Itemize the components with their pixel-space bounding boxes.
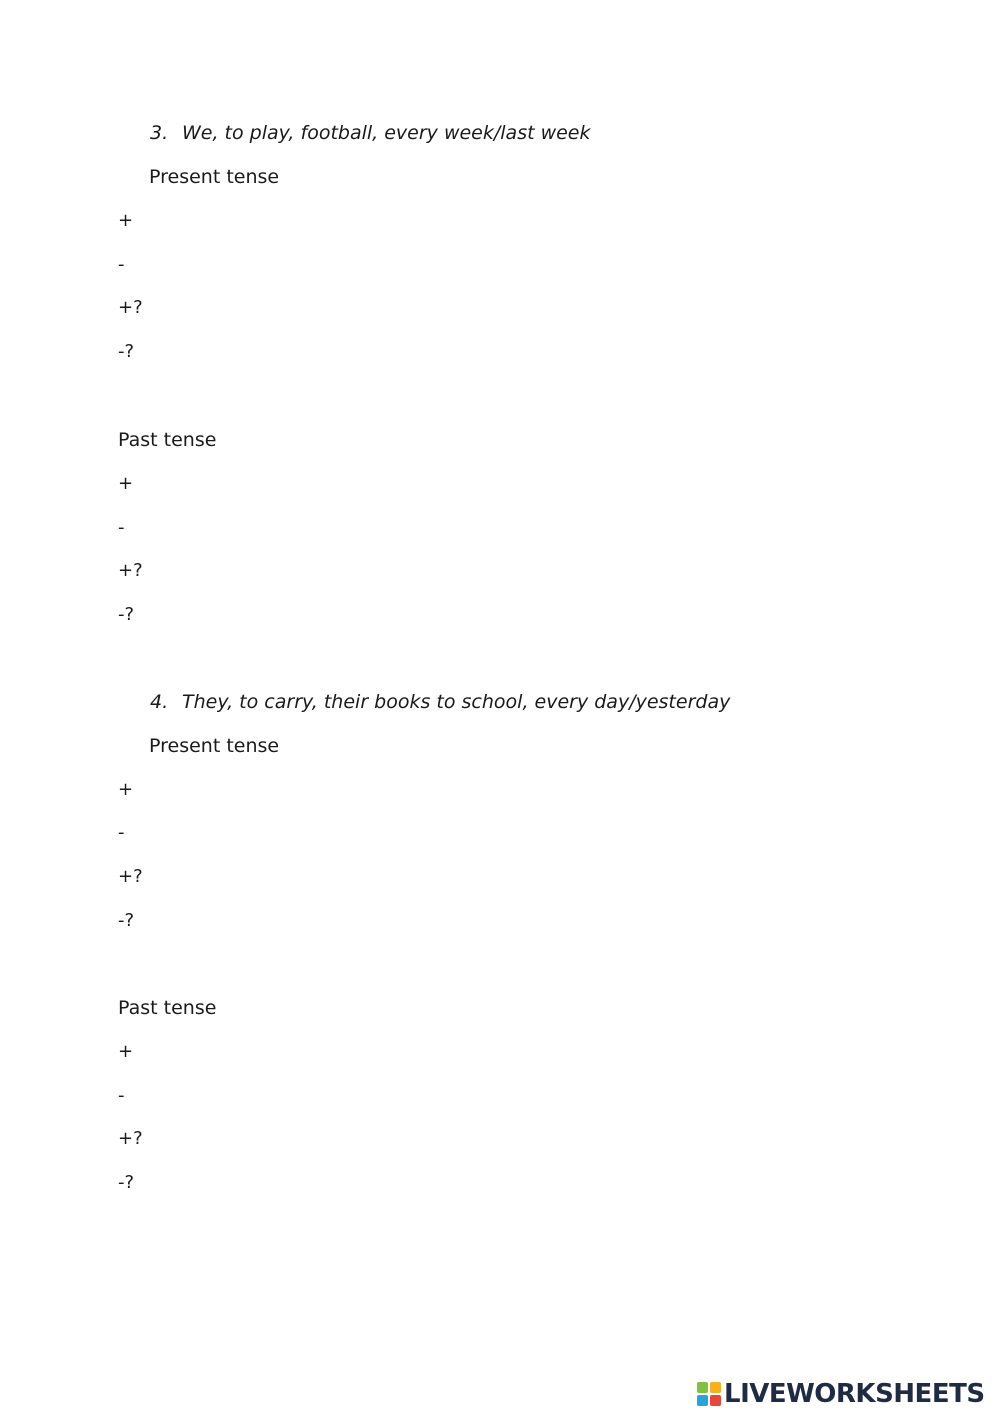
exercise-4-title	[150, 690, 730, 714]
exercise-4-present-negative-question: -?	[118, 910, 135, 931]
exercise-3-title	[150, 121, 591, 145]
exercise-3-number: 3.	[150, 122, 169, 144]
exercise-4-past-negative-question: -?	[118, 1172, 135, 1193]
logo-square-yellow	[710, 1382, 721, 1393]
exercise-3-past-negative: -	[118, 517, 125, 538]
liveworksheets-brand-text: LIVEWORKSHEETS	[724, 1379, 985, 1409]
exercise-3-past-negative-question: -?	[118, 604, 135, 625]
exercise-4-past-affirmative: +	[118, 1041, 134, 1062]
exercise-3-present-heading: Present tense	[149, 166, 280, 188]
logo-square-green	[697, 1382, 708, 1393]
exercise-3-prompt: We, to play, football, every week/last week	[182, 122, 591, 144]
exercise-3-past-heading: Past tense	[118, 429, 217, 451]
logo-square-red	[710, 1395, 721, 1406]
logo-square-blue	[697, 1395, 708, 1406]
exercise-4-past-question: +?	[118, 1128, 143, 1149]
exercise-4-present-heading: Present tense	[149, 735, 280, 757]
exercise-3-past-affirmative: +	[118, 473, 134, 494]
exercise-3-past-question: +?	[118, 560, 143, 581]
exercise-4-prompt: They, to carry, their books to school, every day/yesterday	[182, 691, 731, 713]
exercise-4-number: 4.	[150, 691, 169, 713]
exercise-3-present-affirmative: +	[118, 210, 134, 231]
exercise-4-present-question: +?	[118, 866, 143, 887]
exercise-3-present-negative-question: -?	[118, 341, 135, 362]
exercise-4-present-affirmative: +	[118, 779, 134, 800]
exercise-4-past-heading: Past tense	[118, 997, 217, 1019]
exercise-4-present-negative: -	[118, 822, 125, 843]
exercise-4-past-negative: -	[118, 1085, 125, 1106]
exercise-3-present-negative: -	[118, 254, 125, 275]
exercise-3-present-question: +?	[118, 297, 143, 318]
liveworksheets-logo[interactable]	[697, 1379, 985, 1409]
liveworksheets-logo-icon	[697, 1382, 721, 1406]
